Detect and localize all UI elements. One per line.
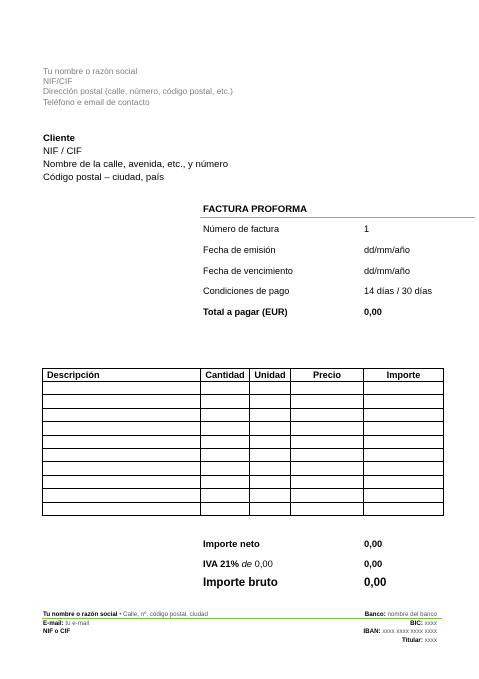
table-row	[43, 408, 444, 421]
footer-left	[43, 611, 208, 637]
client-label: Cliente	[43, 133, 75, 144]
invoice-title: FACTURA PROFORMA	[203, 204, 308, 215]
issue-date-value: dd/mm/año	[364, 245, 410, 255]
net-amount-value: 0,00	[364, 538, 383, 549]
invoice-number-value: 1	[364, 224, 370, 234]
sender-address: Dirección postal (calle, número, código postal, etc.)	[43, 86, 233, 97]
net-amount-label: Importe neto	[203, 538, 260, 549]
footer-iban-label: IBAN:	[363, 628, 381, 635]
total-due-value: 0,00	[364, 307, 382, 317]
footer-bic-label: BIC:	[410, 619, 423, 627]
col-quantity: Cantidad	[201, 369, 250, 382]
table-row	[43, 382, 444, 395]
col-price: Precio	[291, 369, 364, 382]
table-row	[43, 502, 444, 515]
footer-bank-value: nombre del banco	[385, 611, 437, 618]
vat-label	[203, 558, 273, 569]
vat-value: 0,00	[364, 558, 383, 569]
due-date-label: Fecha de vencimiento	[203, 266, 293, 276]
vat-de: de	[241, 558, 252, 569]
table-row	[43, 489, 444, 502]
items-table	[42, 368, 444, 516]
vat-base: 0,00	[254, 558, 273, 569]
footer-name: Tu nombre o razón social	[43, 611, 118, 618]
footer-address: • Calle, nº, código postal, ciudad	[117, 611, 208, 618]
sender-block	[43, 66, 233, 107]
footer-nif: NIF o CIF	[43, 628, 71, 635]
title-divider	[200, 217, 475, 218]
vat-rate: IVA 21%	[203, 558, 239, 569]
client-street: Nombre de la calle, avenida, etc., y número	[43, 159, 229, 170]
total-due-label: Total a pagar (EUR)	[203, 307, 288, 317]
table-row	[43, 435, 444, 448]
footer-email-label: E-mail:	[43, 619, 64, 627]
sender-nif: NIF/CIF	[43, 76, 73, 87]
col-description: Descripción	[43, 369, 201, 382]
table-row	[43, 462, 444, 475]
footer-bank-label: Banco:	[364, 611, 386, 618]
due-date-value: dd/mm/año	[364, 266, 410, 276]
client-block	[43, 132, 228, 184]
table-row	[43, 475, 444, 488]
col-unit: Unidad	[250, 369, 291, 382]
footer-holder-value: xxxx	[422, 636, 437, 644]
invoice-number-label: Número de factura	[203, 224, 280, 234]
gross-amount-label: Importe bruto	[203, 577, 278, 589]
sender-contact: Teléfono e email de contacto	[43, 96, 150, 107]
footer-email-value: tu e-mail	[63, 619, 90, 627]
footer-iban-value: xxxx xxxx xxxx xxxx	[380, 628, 437, 635]
footer-bic-value: xxxx	[422, 619, 437, 627]
issue-date-label: Fecha de emisión	[203, 245, 276, 255]
table-row	[43, 395, 444, 408]
table-row	[43, 422, 444, 435]
table-header-row	[43, 369, 444, 382]
sender-name: Tu nombre o razón social	[43, 66, 138, 76]
col-amount: Importe	[364, 369, 444, 382]
gross-amount-value: 0,00	[364, 577, 387, 589]
table-row	[43, 448, 444, 461]
footer-holder-label: Titular:	[402, 636, 423, 644]
payment-terms-value: 14 días / 30 días	[364, 286, 432, 296]
payment-terms-label: Condiciones de pago	[203, 286, 290, 296]
footer-right	[337, 611, 437, 645]
client-city: Código postal – ciudad, país	[43, 172, 165, 183]
client-nif: NIF / CIF	[43, 146, 82, 157]
